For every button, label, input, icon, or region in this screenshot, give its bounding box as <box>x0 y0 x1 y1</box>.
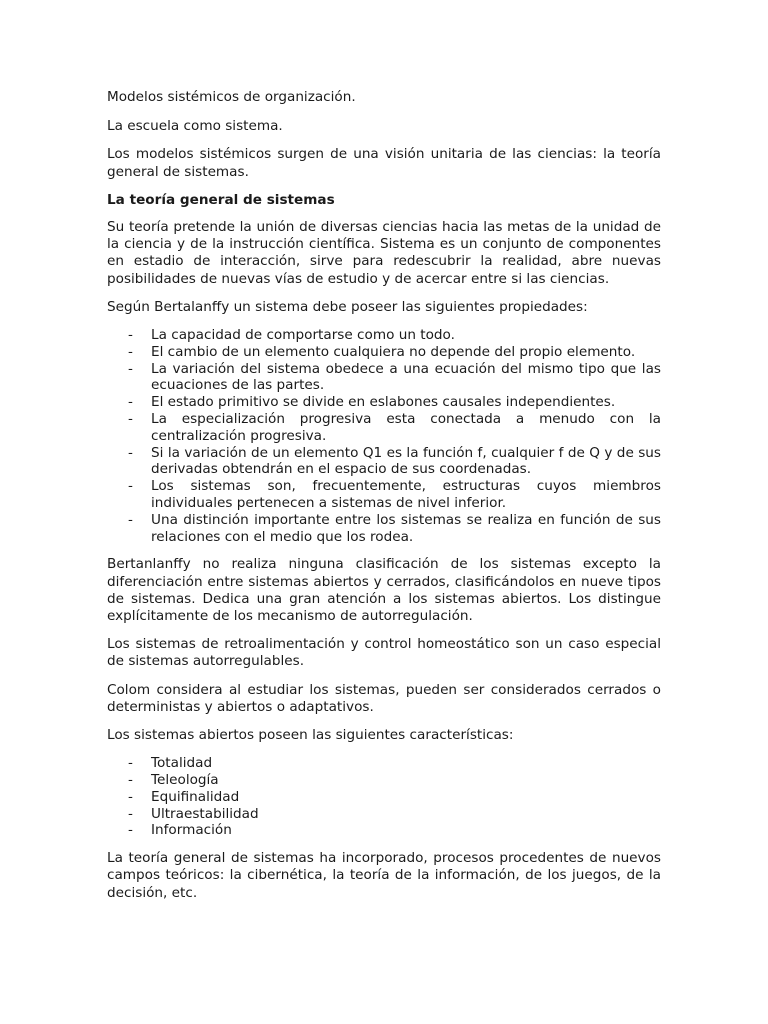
dash-bullet: - <box>128 343 133 360</box>
properties-list <box>107 327 661 545</box>
list-item: - Si la variación de un elemento Q1 es la función f, cualquier f de Q y de sus derivadas obtendrán en el espacio de sus coordenadas. <box>128 444 661 478</box>
open-systems-intro-paragraph: Los sistemas abiertos poseen las siguientes características: <box>107 727 514 744</box>
list-item: - La variación del sistema obedece a una ecuación del mismo tipo que las ecuaciones de las partes. <box>128 360 661 394</box>
dash-bullet: - <box>128 822 133 839</box>
list-item: - Los sistemas son, frecuentemente, estructuras cuyos miembros individuales pertenecen a sistemas de nivel inferior. <box>128 478 661 511</box>
list-item: - El estado primitivo se divide en eslabones causales independientes. <box>128 394 616 411</box>
dash-bullet: - <box>128 511 133 528</box>
dash-bullet: - <box>128 444 133 461</box>
list-item: - La especialización progresiva esta conectada a menudo con la centralización progresiva. <box>128 411 661 444</box>
dash-bullet: - <box>128 805 133 822</box>
feedback-paragraph: Los sistemas de retroalimentación y control homeostático son un caso especial de sistemas autorregulables. <box>107 636 661 670</box>
dash-bullet: - <box>128 327 133 344</box>
closing-paragraph: La teoría general de sistemas ha incorporado, procesos procedentes de nuevos campos teóricos: la cibernética, la teoría de la información, de los juegos, de la decisión, etc. <box>107 850 661 901</box>
list-item: - Equifinalidad <box>128 788 240 805</box>
characteristics-list <box>107 755 661 839</box>
list-item: - Información <box>128 822 232 839</box>
list-item: - Ultraestabilidad <box>128 805 259 822</box>
classification-paragraph: Bertanlanffy no realiza ninguna clasificación de los sistemas excepto la diferenciación entre sistemas abiertos y cerrados, clasificándolos en nueve tipos de sistemas. Dedica una gran atención a los sistemas abiertos. Los distingue explícitamente de los mecanismo de autorregulación. <box>107 556 661 624</box>
document-title: Modelos sistémicos de organización. <box>107 89 356 105</box>
dash-bullet: - <box>128 394 133 411</box>
list-item: - El cambio de un elemento cualquiera no depende del propio elemento. <box>128 343 636 360</box>
theory-paragraph: Su teoría pretende la unión de diversas ciencias hacia las metas de la unidad de la ciencia y de la instrucción científica. Sistema es un conjunto de componentes en estadio de interacción, sirve para redescubrir la realidad, abre nuevas posibilidades de nuevas vías de estudio y de acercar entre si las ciencias. <box>107 219 661 287</box>
list-item: - Una distinción importante entre los sistemas se realiza en función de sus relaciones con el medio que los rodea. <box>128 511 661 545</box>
dash-bullet: - <box>128 411 133 428</box>
dash-bullet: - <box>128 772 133 789</box>
list-item: - Totalidad <box>128 755 213 772</box>
dash-bullet: - <box>128 755 133 772</box>
dash-bullet: - <box>128 478 133 495</box>
intro-paragraph: Los modelos sistémicos surgen de una visión unitaria de las ciencias: la teoría general de sistemas. <box>107 146 661 180</box>
properties-intro-paragraph: Según Bertalanffy un sistema debe poseer las siguientes propiedades: <box>107 298 588 315</box>
document-page <box>107 89 661 913</box>
list-item: - La capacidad de comportarse como un todo. <box>128 327 455 344</box>
section-heading: La teoría general de sistemas <box>107 191 335 208</box>
dash-bullet: - <box>128 360 133 377</box>
dash-bullet: - <box>128 788 133 805</box>
list-item: - Teleología <box>128 772 219 789</box>
colom-paragraph: Colom considera al estudiar los sistemas, pueden ser considerados cerrados o deterministas y abiertos o adaptativos. <box>107 681 661 715</box>
document-subtitle: La escuela como sistema. <box>107 118 283 135</box>
